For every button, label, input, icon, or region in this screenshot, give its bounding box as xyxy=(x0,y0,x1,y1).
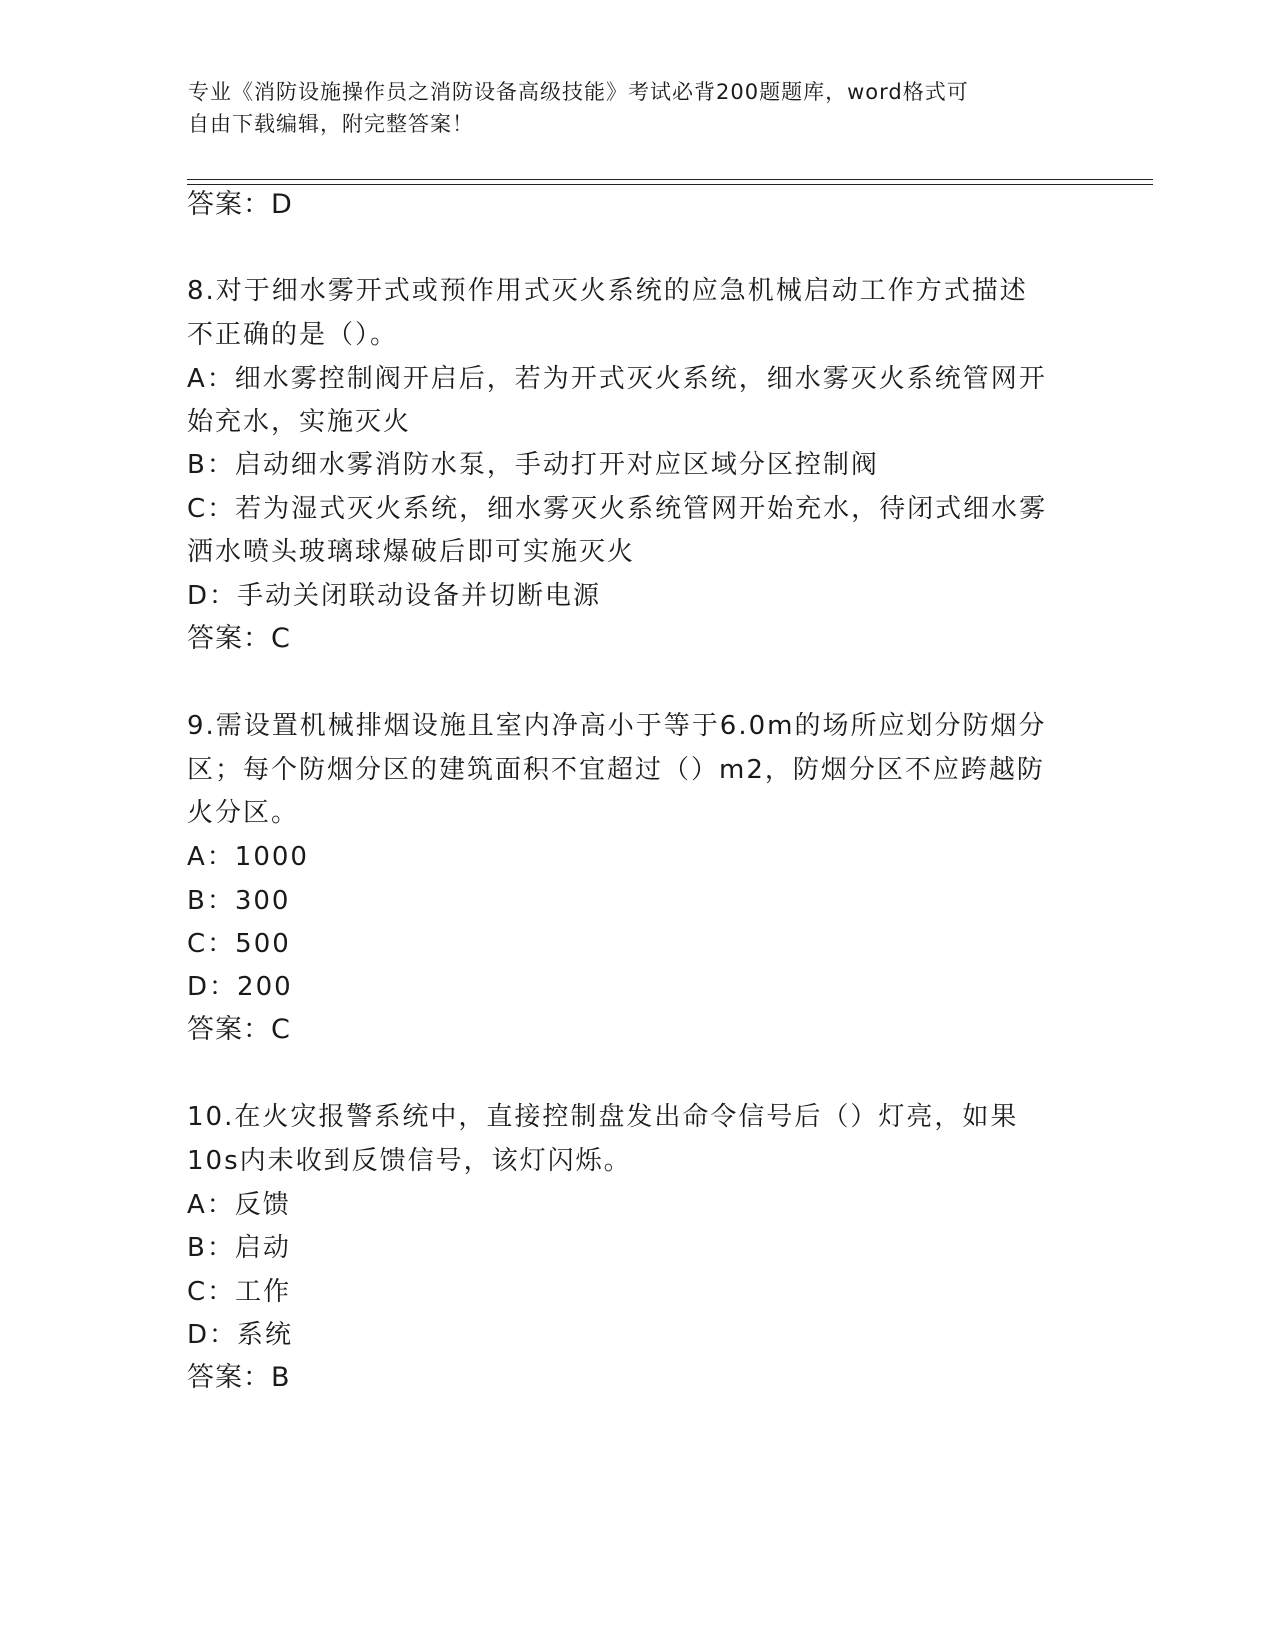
question-10-text-line-1: 10.在火灾报警系统中，直接控制盘发出命令信号后（）灯亮，如果 xyxy=(187,1102,1019,1132)
question-9-option-b: B：300 xyxy=(187,886,291,916)
question-9-text-line-1: 9.需设置机械排烟设施且室内净高小于等于6.0m的场所应划分防烟分 xyxy=(187,711,1047,741)
question-9-option-d: D：200 xyxy=(187,972,293,1002)
question-9-text-line-2: 区；每个防烟分区的建筑面积不宜超过（）m2，防烟分区不应跨越防 xyxy=(187,755,1045,785)
question-9-text-line-3: 火分区。 xyxy=(187,798,300,828)
question-8-text-line-1: 8.对于细水雾开式或预作用式灭火系统的应急机械启动工作方式描述 xyxy=(187,276,1028,306)
header-line-2: 自由下载编辑，附完整答案！ xyxy=(188,112,474,136)
question-8-option-c-line-2: 洒水喷头玻璃球爆破后即可实施灭火 xyxy=(187,537,636,567)
header-divider-bottom xyxy=(187,184,1153,185)
question-10-text-line-2: 10s内未收到反馈信号，该灯闪烁。 xyxy=(187,1146,632,1176)
question-9-option-a: A：1000 xyxy=(187,842,309,872)
question-10-option-a: A：反馈 xyxy=(187,1190,291,1220)
question-8-option-c-line-1: C：若为湿式灭火系统，细水雾灭火系统管网开始充水，待闭式细水雾 xyxy=(187,494,1048,524)
previous-answer: 答案：D xyxy=(187,189,293,220)
question-10-option-b: B：启动 xyxy=(187,1233,291,1263)
question-8-option-a-line-2: 始充水，实施灭火 xyxy=(187,407,412,437)
question-8-answer: 答案：C xyxy=(187,623,291,654)
question-8-option-d: D：手动关闭联动设备并切断电源 xyxy=(187,581,602,611)
header-line-1: 专业《消防设施操作员之消防设备高级技能》考试必背200题题库，word格式可 xyxy=(188,80,969,104)
question-10-option-c: C：工作 xyxy=(187,1277,292,1307)
question-8-text-line-2: 不正确的是（）。 xyxy=(187,320,399,350)
question-8-option-a-line-1: A：细水雾控制阀开启后，若为开式灭火系统，细水雾灭火系统管网开 xyxy=(187,364,1047,394)
question-10-answer: 答案：B xyxy=(187,1362,291,1393)
question-9-option-c: C：500 xyxy=(187,929,291,959)
question-9-answer: 答案：C xyxy=(187,1014,291,1045)
question-8-option-b: B：启动细水雾消防水泵，手动打开对应区域分区控制阀 xyxy=(187,450,879,480)
document-header xyxy=(188,76,1078,140)
header-divider-top xyxy=(187,179,1153,180)
question-10-option-d: D：系统 xyxy=(187,1320,294,1350)
